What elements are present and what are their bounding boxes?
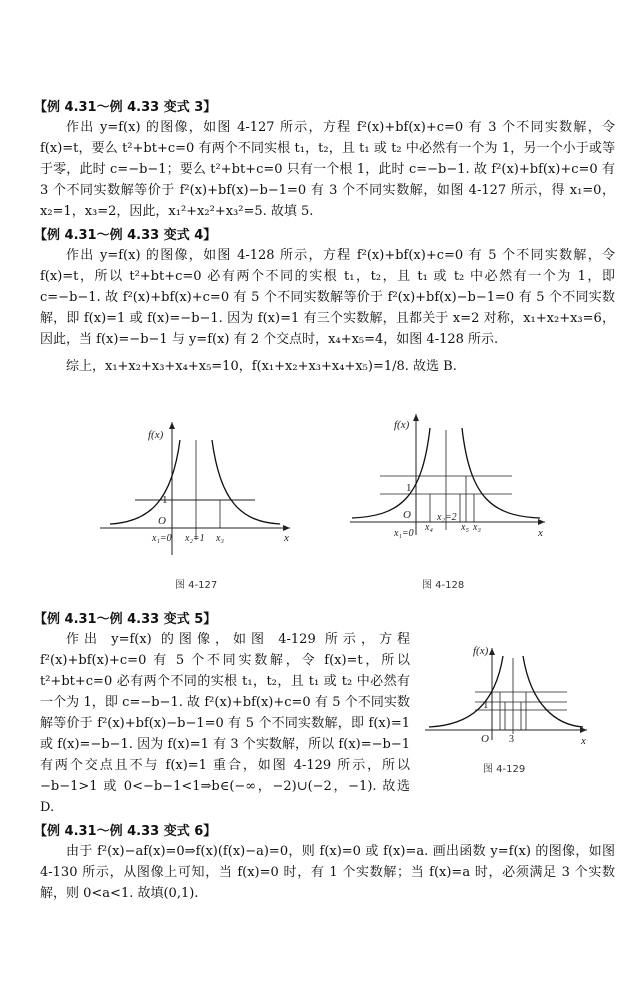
section-body-4 bbox=[40, 245, 615, 377]
x3-label: x₃ bbox=[473, 522, 481, 533]
y-axis-label: f(x) bbox=[394, 419, 410, 431]
origin-label: O bbox=[158, 515, 166, 527]
tick-one: 1 bbox=[162, 494, 168, 506]
origin-label: O bbox=[481, 733, 489, 745]
figure-caption: 图 4-128 bbox=[422, 580, 465, 591]
tick-three: 3 bbox=[509, 734, 514, 745]
tick-one: 1 bbox=[406, 482, 412, 494]
x5-label: x₅ bbox=[461, 522, 469, 533]
figure-4-128 bbox=[350, 414, 545, 591]
paragraph: 综上，x₁+x₂+x₃+x₄+x₅=10，f(x₁+x₂+x₃+x₄+x₅)=1/8. 故选 B. bbox=[66, 359, 457, 374]
section-heading-6: 【例 4.31～例 4.33 变式 6】 bbox=[34, 824, 217, 839]
x1-label: x₁=0 bbox=[152, 533, 172, 544]
paragraph: 作出 y=f(x) 的图像，如图 4-127 所示，方程 f²(x)+bf(x)+c=0 有 3 个不同实数解，令 f(x)=t，要么 t²+bt+c=0 有两个不同实根 t₁，t₂，且 t₁ 或 t₂ 中必然有一个为 1，另一个小于或等于零，此时 c=−b−1；要么 t²+bt+c=0 只有一个根 1，此时 c=−b−1. 故 f²(x)+bf(x)+c=0 有 3 个不同实数解等价于 f²(x)+bf(x)−b−1=0 有 3 个不同实数解，如图 4-127 所示，得 x₁=0，x₂=1，x₃=2，因此，x₁²+x₂²+x₃²=5. 故填 5. bbox=[40, 120, 615, 219]
paragraph: 作出 y=f(x) 的图像，如图 4-128 所示，方程 f²(x)+bf(x)+c=0 有 5 个不同实数解，令 f(x)=t，所以 t²+bt+c=0 必有两个不同的实根 t₁，t₂，且 t₁ 或 t₂ 中必然有一个为 1，即 c=−b−1. 故 f²(x)+bf(x)+c=0 有 5 个不同实数解等价于 f²(x)+bf(x)−b−1=0 有 5 个不同实数解，即 f(x)=1 或 f(x)=−b−1. 因为 f(x)=1 有三个实数解，且都关于 x=2 对称，x₁+x₂+x₃=6，因此，当 f(x)=−b−1 与 y=f(x) 有 2 个交点时，x₄+x₅=4，如图 4-128 所示. bbox=[40, 248, 615, 347]
y-axis-label: f(x) bbox=[148, 429, 164, 441]
x-axis-label: x bbox=[538, 527, 543, 539]
section-body-6 bbox=[40, 841, 615, 904]
section-body-5 bbox=[40, 629, 410, 818]
x-axis-label: x bbox=[284, 532, 289, 544]
section-heading-3: 【例 4.31～例 4.33 变式 3】 bbox=[34, 100, 217, 115]
x4-label: x₄ bbox=[425, 522, 433, 533]
x2-label: x₂=2 bbox=[437, 512, 457, 523]
figure-4-129 bbox=[415, 630, 615, 780]
origin-label: O bbox=[403, 509, 411, 521]
figure-caption: 图 4-127 bbox=[175, 580, 218, 591]
figure-4-127 bbox=[100, 422, 290, 591]
x2-label: x₂=1 bbox=[185, 533, 205, 544]
x3-label: x₃ bbox=[216, 533, 224, 544]
paragraph: 作出 y=f(x) 的图像，如图 4-129 所示，方程 f²(x)+bf(x)+c=0 有 5 个不同实数解，令 f(x)=t，所以 t²+bt+c=0 必有两个不同的实根 t₁，t₂，且 t₁ 或 t₂ 中必然有一个为 1，即 c=−b−1. 故 f²(x)+bf(x)+c=0 有 5 个不同实数解等价于 f²(x)+bf(x)−b−1=0 有 5 个不同实数解，即 f(x)=1 或 f(x)=−b−1. 因为 f(x)=1 有 3 个实数解，所以 f(x)=−b−1 有两个交点且不与 f(x)=1 重合，如图 4-129 所示，所以 −b−1>1 或 0<−b−1<1⇒b∈(−∞，−2)∪(−2，−1). 故选 D. bbox=[40, 632, 410, 815]
section-heading-5: 【例 4.31～例 4.33 变式 5】 bbox=[34, 612, 217, 627]
figure-caption: 图 4-129 bbox=[483, 764, 526, 775]
y-axis-label: f(x) bbox=[473, 645, 489, 657]
tick-one: 1 bbox=[483, 699, 489, 711]
figures-row bbox=[0, 400, 643, 600]
paragraph: 由于 f²(x)−af(x)=0⇒f(x)(f(x)−a)=0，则 f(x)=0 或 f(x)=a. 画出函数 y=f(x) 的图像，如图 4-130 所示，从图像上可知，当 f(x)=0 时，有 1 个实数解；当 f(x)=a 时，必须满足 3 个实数解，则 0<a<1. 故填(0,1). bbox=[40, 844, 615, 901]
section-body-3 bbox=[40, 117, 615, 222]
x-axis-label: x bbox=[581, 735, 586, 747]
section-heading-4: 【例 4.31～例 4.33 变式 4】 bbox=[34, 228, 217, 243]
x1-label: x₁=0 bbox=[394, 528, 414, 539]
